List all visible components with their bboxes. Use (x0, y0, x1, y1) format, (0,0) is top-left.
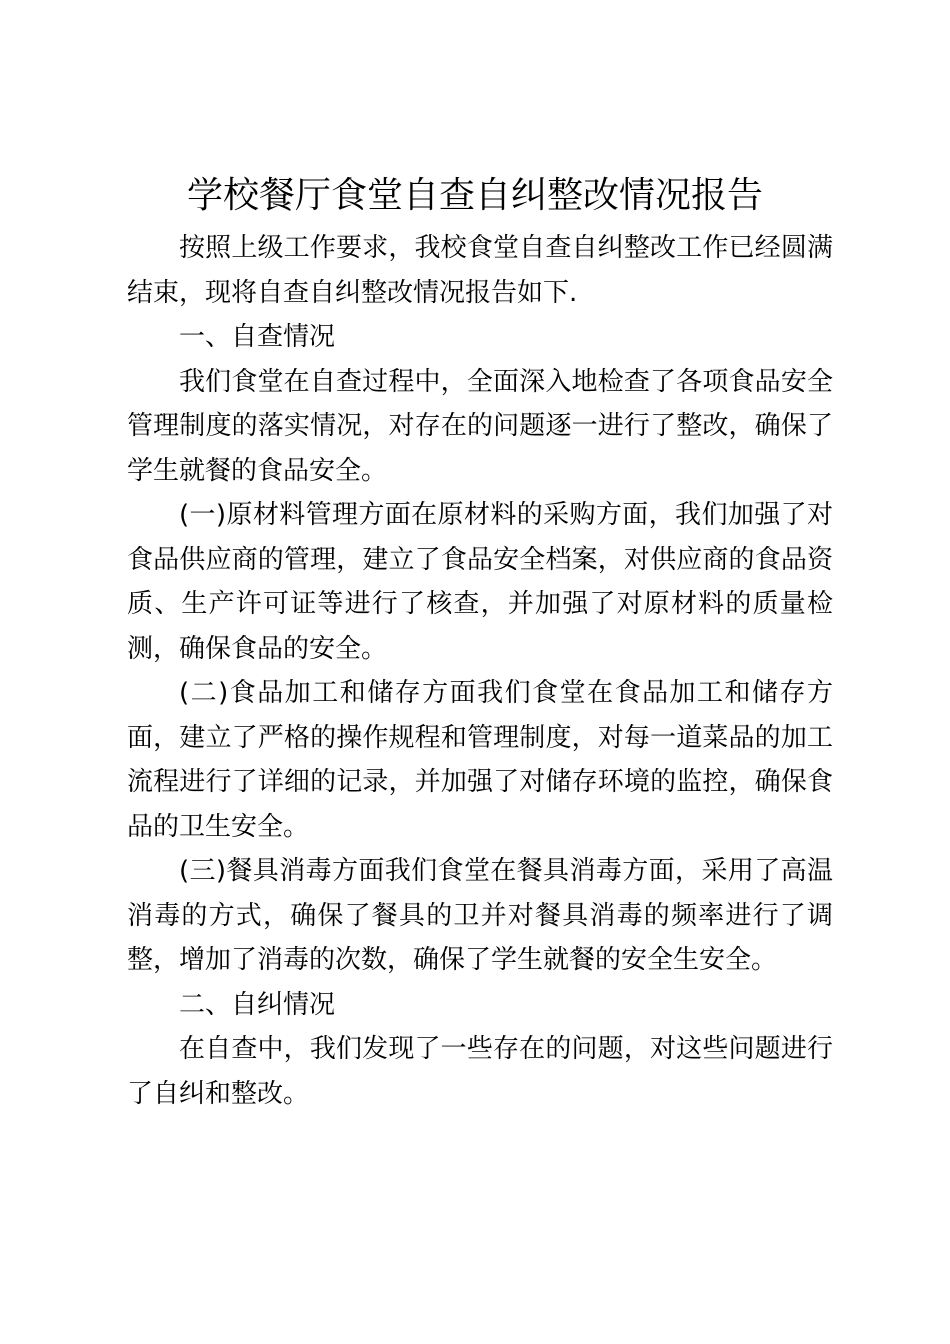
tableware-disinfection-paragraph: (三)餐具消毒方面我们食堂在餐具消毒方面，采用了高温消毒的方式，确保了餐具的卫并对餐具消毒的频率进行了调整，增加了消毒的次数，确保了学生就餐的安全生安全。 (127, 856, 833, 975)
food-processing-paragraph: (二)食品加工和储存方面我们食堂在食品加工和储存方面，建立了严格的操作规程和管理制度，对每一道菜品的加工流程进行了详细的记录，并加强了对储存环境的监控，确保食品的卫生安全。 (127, 678, 833, 842)
self-correction-paragraph: 在自查中，我们发现了一些存在的问题，对这些问题进行了自纠和整改。 (127, 1034, 833, 1109)
document-body (127, 226, 833, 1116)
raw-materials-paragraph: (一)原材料管理方面在原材料的采购方面，我们加强了对食品供应商的管理，建立了食品安全档案，对供应商的食品资质、生产许可证等进行了核查，并加强了对原材料的质量检测，确保食品的安全。 (127, 500, 833, 664)
self-check-paragraph: 我们食堂在自查过程中，全面深入地检查了各项食品安全管理制度的落实情况，对存在的问题逐一进行了整改，确保了学生就餐的食品安全。 (127, 366, 833, 486)
section-heading-self-check: 一、自查情况 (179, 322, 336, 352)
intro-paragraph: 按照上级工作要求，我校食堂自查自纠整改工作已经圆满结束，现将自查自纠整改情况报告如下. (127, 233, 833, 308)
section-heading-self-correction: 二、自纠情况 (179, 989, 336, 1020)
document-title: 学校餐厅食堂自查自纠整改情况报告 (186, 175, 763, 216)
